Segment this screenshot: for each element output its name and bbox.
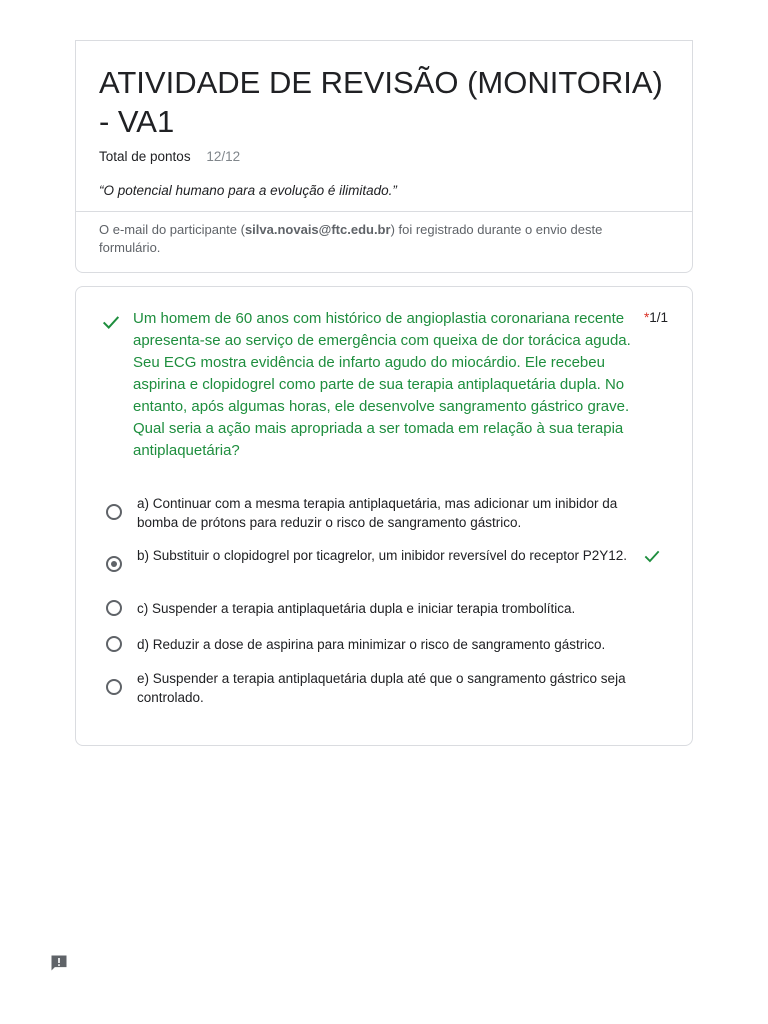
email-note-prefix: O e-mail do participante (	[99, 222, 245, 237]
question-score	[644, 310, 668, 325]
radio-option-e[interactable]	[106, 679, 122, 695]
option-c-label: c) Suspender a terapia antiplaquetária dupla e iniciar terapia trombolítica.	[137, 601, 576, 616]
radio-option-c[interactable]	[106, 600, 122, 616]
question-card	[75, 286, 693, 746]
option-d-label: d) Reduzir a dose de aspirina para minimizar o risco de sangramento gástrico.	[137, 637, 606, 652]
participant-email: silva.novais@ftc.edu.br	[244, 222, 391, 237]
radio-option-d[interactable]	[106, 636, 122, 652]
header-divider	[76, 211, 692, 212]
form-title: ATIVIDADE DE REVISÃO (MONITORIA) - VA1	[99, 65, 663, 139]
report-problem-icon[interactable]	[49, 953, 69, 973]
total-points-value: 12/12	[206, 149, 241, 164]
option-b-label: b) Substituir o clopidogrel por ticagrelor, um inibidor reversível do receptor P2Y12.	[137, 548, 627, 563]
check-icon	[642, 546, 662, 566]
email-note-suffix: ) foi registrado durante o envio deste formulário.	[99, 222, 603, 255]
option-a-label: a) Continuar com a mesma terapia antiplaquetária, mas adicionar um inibidor da bomba de prótons para reduzir o risco de sangramento gástrico.	[137, 496, 618, 530]
form-header-card	[75, 40, 693, 273]
radio-option-a[interactable]	[106, 504, 122, 520]
question-text: Um homem de 60 anos com histórico de angioplastia coronariana recente apresenta-se ao serviço de emergência com queixa de dor torácica aguda. Seu ECG mostra evidência de infarto agudo do miocárdio. Ele recebeu aspirina e clopidogrel como parte de sua terapia antiplaquetária dupla. No entanto, após algumas horas, ele desenvolve sangramento gástrico grave. Qual seria a ação mais apropriada a ser tomada em relação à sua terapia antiplaquetária?	[133, 310, 631, 459]
score-value: 1/1	[649, 310, 668, 325]
total-points	[99, 148, 240, 166]
form-description: “O potencial humano para a evolução é ilimitado.”	[99, 183, 397, 198]
email-recorded-note	[99, 221, 659, 257]
radio-option-b[interactable]	[106, 556, 122, 572]
required-asterisk: *	[643, 310, 650, 325]
check-icon	[100, 311, 122, 333]
option-e-label: e) Suspender a terapia antiplaquetária dupla até que o sangramento gástrico seja controlado.	[137, 671, 626, 705]
total-points-label: Total de pontos	[99, 149, 191, 164]
